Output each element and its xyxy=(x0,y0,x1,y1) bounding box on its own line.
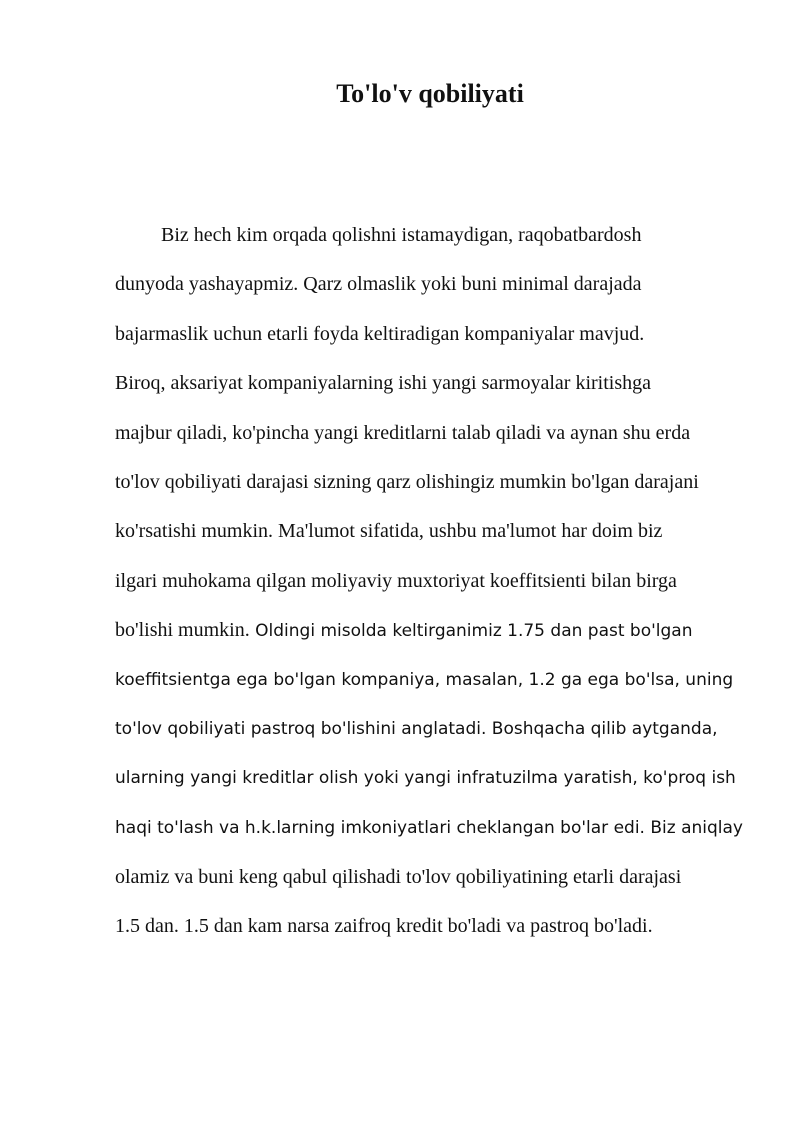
text-line: olamiz va buni keng qabul qilishadi to'lov qobiliyatining etarli darajasi xyxy=(115,866,682,889)
text-line: bajarmaslik uchun etarli foyda keltiradigan kompaniyalar mavjud. xyxy=(115,322,645,345)
text-line: dunyoda yashayapmiz. Qarz olmaslik yoki buni minimal darajada xyxy=(115,273,642,296)
text-line: haqi to'lash va h.k.larning imkoniyatlari cheklangan bo'lar edi. Biz aniqlay xyxy=(115,817,743,838)
text-line: koeffitsientga ega bo'lgan kompaniya, masalan, 1.2 ga ega bo'lsa, uning xyxy=(115,669,734,690)
text-segment: Oldingi misolda keltirganimiz 1.75 dan past bo'lgan xyxy=(249,621,693,642)
text-line: ilgari muhokama qilgan moliyaviy muxtoriyat koeffitsienti bilan birga xyxy=(115,569,677,592)
text-line: to'lov qobiliyati darajasi sizning qarz olishingiz mumkin bo'lgan darajani xyxy=(115,470,699,493)
text-line: majbur qiladi, ko'pincha yangi kreditlarni talab qiladi va aynan shu erda xyxy=(115,421,691,444)
text-line: ularning yangi kreditlar olish yoki yangi infratuzilma yaratish, ko'proq ish xyxy=(115,768,736,789)
text-line: Biroq, aksariyat kompaniyalarning ishi yangi sarmoyalar kiritishga xyxy=(115,372,651,395)
text-line: 1.5 dan. 1.5 dan kam narsa zaifroq kredit bo'ladi va pastroq bo'ladi. xyxy=(115,915,653,938)
text-line: ko'rsatishi mumkin. Ma'lumot sifatida, ushbu ma'lumot har doim biz xyxy=(115,520,663,543)
text-segment: bo'lishi mumkin. xyxy=(115,619,250,642)
text-line: Biz hech kim orqada qolishni istamaydigan, raqobatbardosh xyxy=(161,224,642,246)
page-title: To'lo'v qobiliyati xyxy=(336,79,524,108)
body-paragraph xyxy=(115,217,755,958)
text-line: to'lov qobiliyati pastroq bo'lishini anglatadi. Boshqacha qilib aytganda, xyxy=(115,718,718,739)
text-line-mixed xyxy=(115,612,755,661)
